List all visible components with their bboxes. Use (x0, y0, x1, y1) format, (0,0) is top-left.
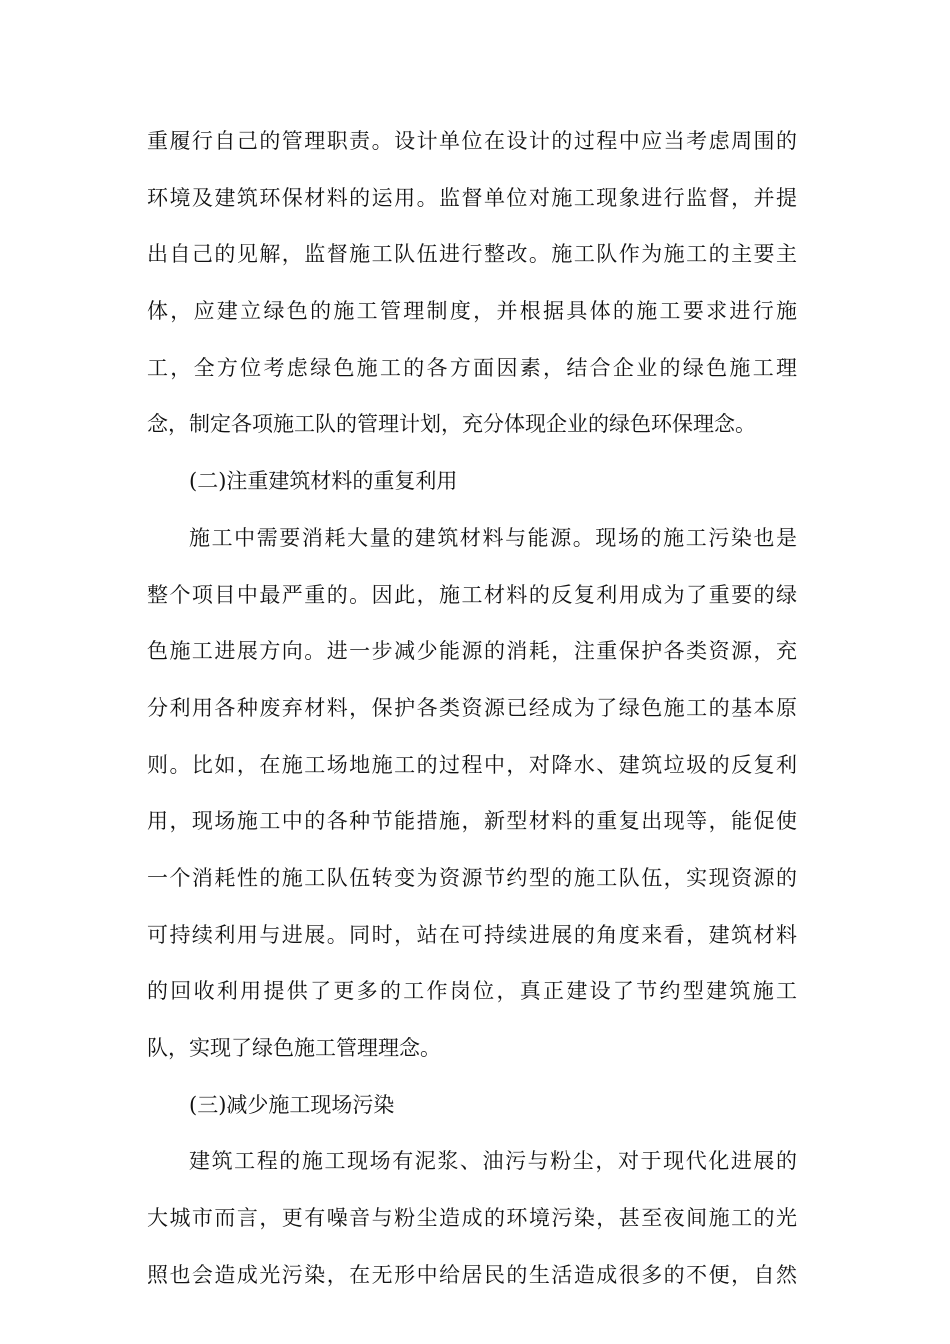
text-line: 施工中需要消耗大量的建筑材料与能源。现场的施工污染也是 (189, 525, 797, 550)
text-line: 一个消耗性的施工队伍转变为资源节约型的施工队伍，实现资源的 (147, 865, 797, 890)
text-line: 念，制定各项施工队的管理计划，充分体现企业的绿色环保理念。 (147, 412, 756, 437)
text-line: 重履行自己的管理职责。设计单位在设计的过程中应当考虑周围的 (147, 129, 797, 153)
text-line: 照也会造成光污染，在无形中给居民的生活造成很多的不便，自然 (147, 1262, 797, 1287)
text-line: 的回收利用提供了更多的工作岗位，真正建设了节约型建筑施工 (147, 979, 797, 1004)
text-line: 建筑工程的施工现场有泥浆、油污与粉尘，对于现代化进展的 (189, 1149, 797, 1174)
text-line: 色施工进展方向。进一步减少能源的消耗，注重保护各类资源，充 (147, 639, 797, 664)
document-body (147, 113, 797, 1303)
text-line: 可持续利用与进展。同时，站在可持续进展的角度来看，建筑材料 (147, 922, 797, 947)
text-line: 分利用各种废弃材料，保护各类资源已经成为了绿色施工的基本原 (147, 695, 797, 720)
text-line: 队，实现了绿色施工管理理念。 (147, 1036, 441, 1060)
text-line: 工，全方位考虑绿色施工的各方面因素，结合企业的绿色施工理 (147, 355, 797, 380)
text-line: 出自己的见解，监督施工队伍进行整改。施工队作为施工的主要主 (147, 242, 797, 267)
section-heading: (二)注重建筑材料的重复利用 (189, 469, 458, 494)
text-line: 整个项目中最严重的。因此，施工材料的反复利用成为了重要的绿 (147, 582, 797, 607)
section-heading: (三)减少施工现场污染 (189, 1092, 395, 1117)
text-line: 体，应建立绿色的施工管理制度，并根据具体的施工要求进行施 (147, 299, 797, 324)
text-line: 环境及建筑环保材料的运用。监督单位对施工现象进行监督，并提 (147, 185, 797, 210)
text-line: 则。比如，在施工场地施工的过程中，对降水、建筑垃圾的反复利 (147, 752, 797, 777)
text-line: 大城市而言，更有噪音与粉尘造成的环境污染，甚至夜间施工的光 (147, 1206, 797, 1231)
text-line: 用，现场施工中的各种节能措施，新型材料的重复出现等，能促使 (147, 809, 797, 834)
